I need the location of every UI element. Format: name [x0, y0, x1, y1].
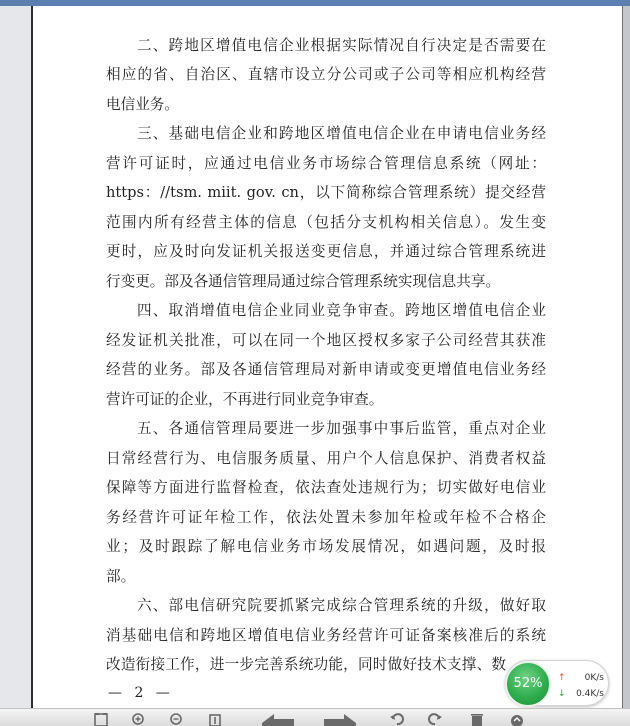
text-line: 务经营许可证年检工作，依法处置未参加年检或年检不合格企 [106, 509, 546, 526]
fit-page-icon[interactable] [90, 711, 112, 726]
download-speed [556, 688, 606, 702]
text-line: 改造衔接工作，进一步完善系统功能，同时做好技术支撑、数 [106, 656, 506, 673]
next-page-icon[interactable] [320, 711, 360, 726]
text-line: 五、各通信管理局要进一步加强事中事后监管，重点对企业 [137, 420, 546, 437]
text-line: 部。 [106, 568, 136, 585]
text-line: 保障等方面进行监督检查，依法查处违规行为；切实做好电信业 [106, 479, 546, 496]
text-line: 范围内所有经营主体的信息（包括分支机构相关信息）。发生变 [106, 214, 546, 231]
text-line: 电信业务。 [106, 96, 179, 113]
actual-size-icon[interactable] [204, 711, 226, 726]
text-line: 经发证机关批准，可以在同一个地区授权多家子公司经营其获准 [106, 332, 546, 349]
page-number: — 2 — [108, 685, 174, 701]
rotate-right-icon[interactable] [424, 711, 446, 726]
rotate-left-icon[interactable] [386, 711, 408, 726]
more-icon[interactable] [506, 711, 528, 726]
viewer-toolbar [0, 708, 630, 726]
text-line: 行变更。部及各通信管理局通过综合管理系统实现信息共享。 [106, 273, 501, 290]
download-arrow-icon: ↓ [558, 689, 566, 699]
upload-speed-value: 0K/s [584, 673, 604, 683]
memory-usage-badge[interactable]: 52% [505, 661, 551, 707]
text-line: 三、基础电信企业和跨地区增值电信企业在申请电信业务经 [137, 125, 546, 142]
download-speed-value: 0.4K/s [576, 689, 604, 699]
previous-page-icon[interactable] [258, 711, 298, 726]
text-line: https：//tsm. miit. gov. cn，以下简称综合管理系统）提交经营 [106, 184, 546, 201]
text-line: 营许可证时，应通过电信业务市场综合管理信息系统（网址： [106, 155, 546, 172]
text-line: 更时，应及时向发证机关报送变更信息，并通过综合管理系统进 [106, 243, 546, 260]
upload-arrow-icon: ↑ [558, 673, 566, 683]
text-line: 经营的业务。部及各通信管理局对新申请或变更增值电信业务经 [106, 361, 546, 378]
text-line: 六、部电信研究院要抓紧完成综合管理系统的升级，做好取 [137, 597, 546, 614]
text-line: 日常经营行为、电信服务质量、用户个人信息保护、消费者权益 [106, 450, 546, 467]
upload-speed [556, 672, 606, 686]
delete-icon[interactable] [466, 711, 488, 726]
page-edge-shadow [623, 6, 630, 708]
text-line: 消基础电信和跨地区增值电信业务经营许可证备案核准后的系统 [106, 627, 546, 644]
zoom-out-icon[interactable] [166, 711, 188, 726]
text-line: 营许可证的企业，不再进行同业竞争审查。 [106, 391, 384, 408]
text-line: 四、取消增值电信企业同业竞争审查。跨地区增值电信企业 [137, 302, 546, 319]
text-line: 业；及时跟踪了解电信业务市场发展情况，如遇问题，及时报 [106, 538, 546, 555]
zoom-in-icon[interactable] [128, 711, 150, 726]
text-line: 相应的省、自治区、直辖市设立分公司或子公司等相应机构经营 [106, 66, 546, 83]
text-line: 二、跨地区增值电信企业根据实际情况自行决定是否需要在 [137, 37, 546, 54]
